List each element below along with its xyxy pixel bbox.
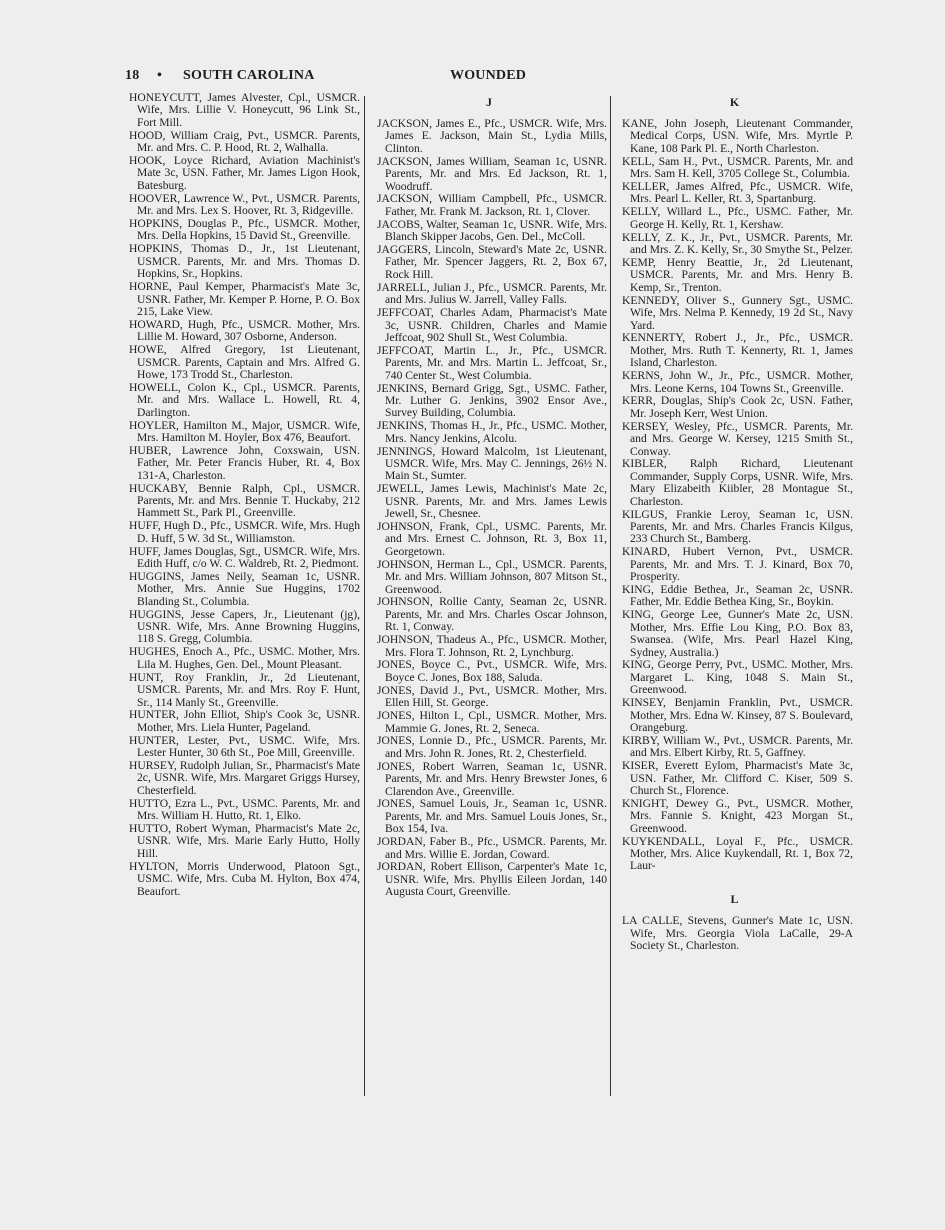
- casualty-entry: JEFFCOAT, Charles Adam, Pharmacist's Mate 3c, USNR. Children, Charles and Mamie Jeffcoat, 902 Shull St., West Columbia.: [377, 306, 607, 344]
- casualty-entry: KIBLER, Ralph Richard, Lieutenant Commander, Supply Corps, USNR. Wife, Mrs. Mary Elizabeith Kiibler, 28 Montague St., Charleston.: [622, 457, 853, 508]
- casualty-entry: KELLER, James Alfred, Pfc., USMCR. Wife, Mrs. Pearl L. Keller, Rt. 3, Spartanburg.: [622, 180, 853, 206]
- casualty-entry: KUYKENDALL, Loyal F., Pfc., USMCR. Mother, Mrs. Alice Kuykendall, Rt. 1, Box 72, Laur-: [622, 834, 853, 873]
- column-j: [371, 96, 607, 899]
- casualty-entry: KISER, Everett Eylom, Pharmacist's Mate 3c, USN. Father, Mr. Clifford C. Kiser, 509 S. Church St., Florence.: [622, 759, 853, 798]
- section-letter: J: [486, 95, 492, 109]
- casualty-entry: JONES, Boyce C., Pvt., USMCR. Wife, Mrs. Boyce C. Jones, Box 188, Saluda.: [377, 658, 607, 684]
- casualty-entry: JAGGERS, Lincoln, Steward's Mate 2c, USNR. Father, Mr. Spencer Jaggers, Rt. 2, Box 67, Rock Hill.: [377, 243, 607, 281]
- state-title: SOUTH CAROLINA: [183, 68, 315, 83]
- casualty-entry: KELL, Sam H., Pvt., USMCR. Parents, Mr. and Mrs. Sam H. Kell, 3705 College St., Columbia.: [622, 154, 853, 181]
- casualty-entry: JOHNSON, Rollie Canty, Seaman 2c, USNR. Parents, Mr. and Mrs. Charles Oscar Johnson, Rt. 1, Conway.: [377, 595, 607, 634]
- casualty-entry: HORNE, Paul Kemper, Pharmacist's Mate 3c, USNR. Father, Mr. Kemper P. Horne, P. O. Box 215, Lake View.: [129, 280, 360, 318]
- casualty-entry: KENNEDY, Oliver S., Gunnery Sgt., USMC. Wife, Mrs. Nelma P. Kennedy, 19 2d St., Navy Yard.: [622, 293, 853, 332]
- casualty-entry: JONES, Samuel Louis, Jr., Seaman 1c, USNR. Parents, Mr. and Mrs. Samuel Louis Jones, Sr., Box 154, Iva.: [377, 797, 607, 836]
- casualty-entry: JACKSON, James William, Seaman 1c, USNR. Parents, Mr. and Mrs. Ed Jackson, Rt. 1, Woodruff.: [377, 154, 607, 193]
- casualty-entry: KING, Eddie Bethea, Jr., Seaman 2c, USNR. Father, Mr. Eddie Bethea King, Sr., Boykin.: [622, 583, 853, 609]
- casualty-entry: JENNINGS, Howard Malcolm, 1st Lieutenant, USMCR. Wife, Mrs. May C. Jennings, 26½ N. Main St., Sumter.: [377, 444, 607, 483]
- casualty-entry: HUTTO, Ezra L., Pvt., USMC. Parents, Mr. and Mrs. William H. Hutto, Rt. 1, Elko.: [129, 796, 360, 823]
- casualty-entry: JORDAN, Robert Ellison, Carpenter's Mate 1c, USNR. Wife, Mrs. Phyllis Eileen Jordan, 140 Augusta Court, Greenville.: [377, 860, 607, 899]
- casualty-entry: KEMP, Henry Beattie, Jr., 2d Lieutenant, USMCR. Parents, Mr. and Mrs. Henry B. Kemp, Sr., Trenton.: [622, 255, 853, 294]
- casualty-entry: HUGGINS, James Neily, Seaman 1c, USNR. Mother, Mrs. Annie Sue Huggins, 1702 Blanding St., Columbia.: [129, 569, 360, 608]
- casualty-entry: JONES, David J., Pvt., USMCR. Mother, Mrs. Ellen Hill, St. George.: [377, 683, 607, 710]
- casualty-entry: LA CALLE, Stevens, Gunner's Mate 1c, USN. Wife, Mrs. Georgia Viola LaCalle, 29-A Society St., Charleston.: [622, 914, 853, 953]
- casualty-entry: JACKSON, William Campbell, Pfc., USMCR. Father, Mr. Frank M. Jackson, Rt. 1, Clover.: [377, 192, 607, 218]
- casualty-entry: HOWELL, Colon K., Cpl., USMCR. Parents, Mr. and Mrs. Wallace L. Howell, Rt. 4, Darlington.: [129, 380, 360, 419]
- section-letter: L: [730, 892, 739, 907]
- section-gap: [616, 873, 853, 893]
- casualty-entry: JORDAN, Faber B., Pfc., USMCR. Parents, Mr. and Mrs. Willie E. Jordan, Coward.: [377, 835, 607, 861]
- column-h: [123, 92, 360, 899]
- casualty-entry: KILGUS, Frankie Leroy, Seaman 1c, USN. Parents, Mr. and Mrs. Charles Francis Kilgus, 233 Church St., Bamberg.: [622, 507, 853, 546]
- casualty-entry: HURSEY, Rudolph Julian, Sr., Pharmacist's Mate 2c, USNR. Wife, Mrs. Margaret Griggs Hursey, Chesterfield.: [129, 759, 360, 797]
- casualty-entry: KING, George Perry, Pvt., USMC. Mother, Mrs. Margaret L. King, 1048 S. Main St., Greenwood.: [622, 658, 853, 697]
- casualty-entry: HUFF, James Douglas, Sgt., USMCR. Wife, Mrs. Edith Huff, c/o W. C. Waldreb, Rt. 2, Piedmont.: [129, 544, 360, 571]
- casualty-entry: JEFFCOAT, Martin L., Jr., Pfc., USMCR. Parents, Mr. and Mrs. Martin L. Jeffcoat, Sr., 740 Center St., West Columbia.: [377, 343, 607, 382]
- casualty-entry: HUNTER, John Elliot, Ship's Cook 3c, USNR. Mother, Mrs. Liela Hunter, Pageland.: [129, 708, 360, 734]
- casualty-entry: HUBER, Lawrence John, Coxswain, USN. Father, Mr. Peter Francis Huber, Rt. 4, Box 131-A, Charleston.: [129, 443, 360, 482]
- casualty-entry: HOPKINS, Douglas P., Pfc., USMCR. Mother, Mrs. Della Hopkins, 15 David St., Greenville.: [129, 217, 360, 243]
- casualty-entry: HUFF, Hugh D., Pfc., USMCR. Wife, Mrs. Hugh D. Huff, 5 W. 3d St., Williamston.: [129, 519, 360, 545]
- section-title: WOUNDED: [450, 68, 527, 83]
- casualty-entry: HYLTON, Morris Underwood, Platoon Sgt., USMC. Wife, Mrs. Cuba M. Hylton, Box 474, Beaufort.: [129, 859, 360, 898]
- casualty-entry: HOOK, Loyce Richard, Aviation Machinist's Mate 3c, USN. Father, Mr. James Ligon Hook, Batesburg.: [129, 154, 360, 192]
- casualty-entry: JENKINS, Bernard Grigg, Sgt., USMC. Father, Mr. Luther G. Jenkins, 3902 Ensor Ave., Survey Building, Columbia.: [377, 381, 607, 420]
- casualty-entry: KINSEY, Benjamin Franklin, Pvt., USMCR. Mother, Mrs. Edna W. Kinsey, 87 S. Boulevard, Orangeburg.: [622, 696, 853, 734]
- casualty-entry: KING, George Lee, Gunner's Mate 2c, USN. Mother, Mrs. Effie Lou King, P.O. Box 83, Swansea. (Wife, Mrs. Pearl Hazel King, Sydney, Australia.): [622, 608, 853, 659]
- casualty-entry: HOOVER, Lawrence W., Pvt., USMCR. Parents, Mr. and Mrs. Lex S. Hoover, Rt. 3, Ridgeville.: [129, 191, 360, 218]
- casualty-entry: JONES, Lonnie D., Pfc., USMCR. Parents, Mr. and Mrs. John R. Jones, Rt. 2, Chesterfield.: [377, 734, 607, 760]
- casualty-entry: JENKINS, Thomas H., Jr., Pfc., USMC. Mother, Mrs. Nancy Jenkins, Alcolu.: [377, 419, 607, 445]
- casualty-entry: HOOD, William Craig, Pvt., USMCR. Parents, Mr. and Mrs. C. P. Hood, Rt. 2, Walhalla.: [129, 128, 360, 155]
- casualty-entry: JEWELL, James Lewis, Machinist's Mate 2c, USNR. Parents, Mr. and Mrs. James Lewis Jewell, Sr., Chesnee.: [377, 482, 607, 521]
- casualty-entry: KERSEY, Wesley, Pfc., USMCR. Parents, Mr. and Mrs. George W. Kersey, 1215 Smith St., Conway.: [622, 419, 853, 458]
- casualty-entry: JONES, Hilton I., Cpl., USMCR. Mother, Mrs. Mammie G. Jones, Rt. 2, Seneca.: [377, 709, 607, 735]
- casualty-entry: JONES, Robert Warren, Seaman 1c, USNR. Parents, Mr. and Mrs. Henry Brewster Jones, 6 Clarendon Ave., Greenville.: [377, 759, 607, 798]
- casualty-entry: JARRELL, Julian J., Pfc., USMCR. Parents, Mr. and Mrs. Julius W. Jarrell, Valley Falls.: [377, 280, 607, 307]
- casualty-entry: KELLY, Willard L., Pfc., USMC. Father, Mr. George H. Kelly, Rt. 1, Kershaw.: [622, 205, 853, 231]
- page-number: 18: [125, 68, 140, 83]
- casualty-entry: HOYLER, Hamilton M., Major, USMCR. Wife, Mrs. Hamilton M. Hoyler, Box 476, Beaufort.: [129, 418, 360, 444]
- casualty-entry: KINARD, Hubert Vernon, Pvt., USMCR. Parents, Mr. and Mrs. T. J. Kinard, Box 70, Prosperity.: [622, 545, 853, 584]
- column-k: [616, 96, 853, 953]
- casualty-entry: HUGGINS, Jesse Capers, Jr., Lieutenant (jg), USNR. Wife, Mrs. Anne Browning Huggins, 118 S. Gregg, Columbia.: [129, 607, 360, 646]
- casualty-entry: HONEYCUTT, James Alvester, Cpl., USMCR. Wife, Mrs. Lillie V. Honeycutt, 96 Link St., Fort Mill.: [129, 91, 360, 129]
- casualty-entry: KIRBY, William W., Pvt., USMCR. Parents, Mr. and Mrs. Elbert Kirby, Rt. 5, Gaffney.: [622, 733, 853, 760]
- casualty-entry: KNIGHT, Dewey G., Pvt., USMCR. Mother, Mrs. Fannie S. Knight, 423 Morgan St., Greenwood.: [622, 796, 853, 835]
- casualty-entry: JOHNSON, Herman L., Cpl., USMCR. Parents, Mr. and Mrs. William Johnson, 807 Mitson St., Greenwood.: [377, 557, 607, 596]
- column-divider: [364, 96, 365, 1096]
- casualty-entry: KELLY, Z. K., Jr., Pvt., USMCR. Parents, Mr. and Mrs. Z. K. Kelly, Sr., 30 Smythe St., Pelzer.: [622, 230, 853, 257]
- casualty-entry: KANE, John Joseph, Lieutenant Commander, Medical Corps, USN. Wife, Mrs. Myrtle P. Kane, 108 Park Pl. E., North Charleston.: [622, 117, 853, 155]
- section-letter: K: [729, 95, 740, 109]
- header-separator: •: [157, 68, 163, 83]
- casualty-entry: HOPKINS, Thomas D., Jr., 1st Lieutenant, USMCR. Parents, Mr. and Mrs. Thomas D. Hopkins, Sr., Hopkins.: [129, 242, 360, 281]
- column-divider: [610, 96, 611, 1096]
- casualty-entry: KERNS, John W., Jr., Pfc., USMCR. Mother, Mrs. Leone Kerns, 104 Towns St., Greenville.: [622, 369, 853, 395]
- casualty-entry: KERR, Douglas, Ship's Cook 2c, USN. Father, Mr. Joseph Kerr, West Union.: [622, 394, 853, 420]
- casualty-entry: HUNTER, Lester, Pvt., USMC. Wife, Mrs. Lester Hunter, 30 6th St., Poe Mill, Greenville.: [129, 733, 360, 760]
- casualty-entry: JACOBS, Walter, Seaman 1c, USNR. Wife, Mrs. Blanch Skipper Jacobs, Gen. Del., McColl.: [377, 217, 607, 244]
- casualty-entry: HOWE, Alfred Gregory, 1st Lieutenant, USMCR. Parents, Captain and Mrs. Alfred G. Howe, 173 Trodd St., Charleston.: [129, 343, 360, 381]
- casualty-entry: JOHNSON, Frank, Cpl., USMC. Parents, Mr. and Mrs. Ernest C. Johnson, Rt. 3, Box 11, Georgetown.: [377, 520, 607, 558]
- casualty-entry: HUTTO, Robert Wyman, Pharmacist's Mate 2c, USNR. Wife, Mrs. Marie Early Hutto, Holly Hill.: [129, 822, 360, 860]
- casualty-entry: KENNERTY, Robert J., Jr., Pfc., USMCR. Mother, Mrs. Ruth T. Kennerty, Rt. 1, James Island, Charleston.: [622, 331, 853, 370]
- casualty-entry: JOHNSON, Thadeus A., Pfc., USMCR. Mother, Mrs. Flora T. Johnson, Rt. 2, Lynchburg.: [377, 633, 607, 659]
- page-header: [125, 68, 865, 88]
- casualty-entry: JACKSON, James E., Pfc., USMCR. Wife, Mrs. James E. Jackson, Main St., Lydia Mills, Clinton.: [377, 117, 607, 155]
- casualty-entry: HOWARD, Hugh, Pfc., USMCR. Mother, Mrs. Lillie M. Howard, 307 Osborne, Anderson.: [129, 317, 360, 344]
- casualty-entry: HUGHES, Enoch A., Pfc., USMC. Mother, Mrs. Lila M. Hughes, Gen. Del., Mount Pleasant.: [129, 645, 360, 671]
- casualty-entry: HUCKABY, Bennie Ralph, Cpl., USMCR. Parents, Mr. and Mrs. Bennie T. Huckaby, 212 Hammett St., Park Pl., Greenville.: [129, 481, 360, 520]
- casualty-entry: HUNT, Roy Franklin, Jr., 2d Lieutenant, USMCR. Parents, Mr. and Mrs. Roy F. Hunt, Sr., 114 Manly St., Greenville.: [129, 670, 360, 709]
